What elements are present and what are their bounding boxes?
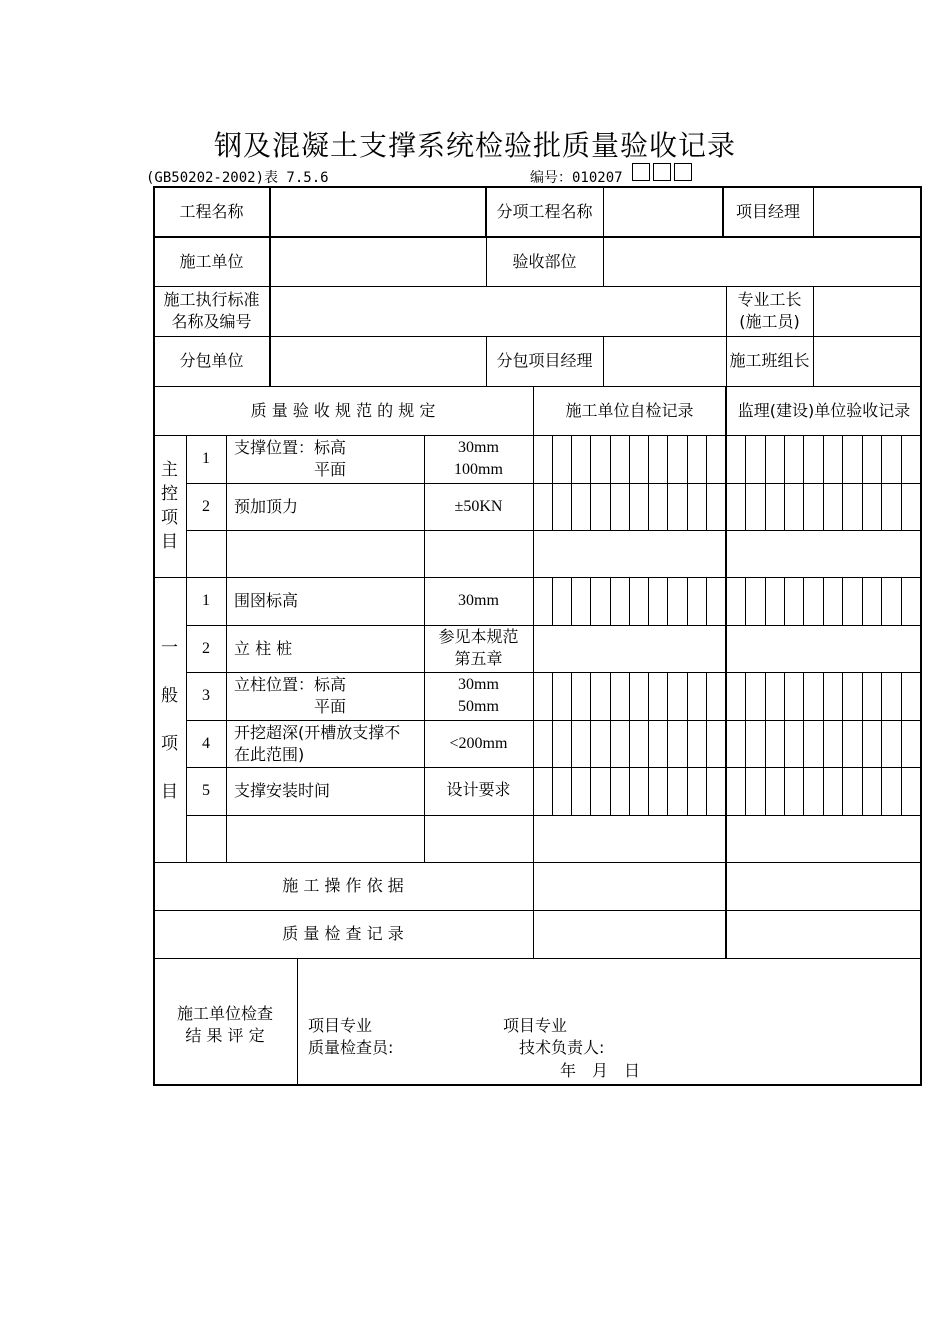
date-label: 年 月 日	[559, 1061, 640, 1080]
supervision-record[interactable]	[727, 436, 921, 482]
quality-record-label: 质 量 检 查 记 录	[282, 924, 404, 943]
item-name: 开挖超深(开槽放支撑不 在此范围)	[234, 722, 401, 764]
self-check-record[interactable]	[534, 768, 725, 814]
item-number: 5	[202, 782, 210, 799]
sub-project-manager-label: 分包项目经理	[496, 351, 593, 370]
team-leader-label: 施工班组长	[729, 351, 810, 370]
acceptance-part-label: 验收部位	[512, 251, 577, 271]
item-tolerance: 设计要求	[446, 782, 511, 799]
standard-name-label: 施工执行标准 名称及编号	[163, 290, 260, 331]
construction-basis-label: 施 工 操 作 依 据	[282, 876, 404, 895]
main-items-label: 主 控 项 目	[161, 460, 178, 552]
item-name: 围囹标高	[234, 591, 299, 610]
item-tolerance: 30mm 50mm	[458, 676, 499, 715]
subcontractor-field[interactable]	[271, 337, 485, 385]
supervision-record[interactable]	[727, 578, 921, 624]
supervision-record[interactable]	[727, 484, 921, 529]
self-check-record[interactable]	[534, 578, 725, 624]
foreman-field[interactable]	[814, 287, 921, 335]
project-name-label: 工程名称	[179, 201, 244, 221]
serial-box[interactable]	[653, 163, 671, 181]
item-number: 1	[202, 450, 210, 467]
construction-basis-supervision[interactable]	[727, 863, 921, 909]
technical-lead-label: 项目专业 技术负责人:	[503, 1016, 605, 1057]
item-number: 1	[202, 592, 210, 609]
item-tolerance: 参见本规范 第五章	[438, 628, 519, 668]
acceptance-part-field[interactable]	[604, 238, 921, 285]
sub-project-manager-field[interactable]	[604, 337, 725, 385]
page-title: 钢及混凝土支撑系统检验批质量验收记录	[213, 129, 736, 162]
self-check-record[interactable]	[534, 721, 725, 766]
supervision-header: 监理(建设)单位验收记录	[737, 400, 911, 420]
item-number: 2	[202, 497, 210, 515]
evaluation-label: 施工单位检查 结 果 评 定	[176, 1004, 273, 1045]
item-name: 支撑位置：标高 平面	[234, 438, 347, 479]
item-tolerance: ±50KN	[454, 497, 503, 515]
supervision-record[interactable]	[727, 626, 921, 671]
project-name-field[interactable]	[271, 187, 485, 236]
construction-unit-label: 施工单位	[179, 251, 244, 271]
self-check-record[interactable]	[534, 484, 725, 529]
self-check-record[interactable]	[534, 673, 725, 719]
construction-unit-field[interactable]	[271, 238, 485, 285]
standard-name-field[interactable]	[271, 287, 725, 335]
serial-box[interactable]	[674, 163, 692, 181]
item-tolerance: 30mm	[458, 592, 499, 609]
self-check-record[interactable]	[534, 626, 725, 671]
supervision-record[interactable]	[727, 673, 921, 719]
supervision-record[interactable]	[727, 768, 921, 814]
supervision-record[interactable]	[727, 721, 921, 766]
spec-header: 质 量 验 收 规 范 的 规 定	[250, 400, 436, 420]
item-number: 2	[202, 639, 210, 657]
quality-record-self[interactable]	[534, 911, 725, 957]
project-manager-label: 项目经理	[735, 201, 800, 221]
item-name: 立 柱 桩	[234, 638, 293, 658]
item-number: 4	[202, 734, 210, 752]
serial-box[interactable]	[632, 163, 650, 181]
quality-inspector-label: 项目专业 质量检查员:	[308, 1016, 394, 1057]
item-tolerance: <200mm	[449, 734, 508, 752]
serial-number-label: 编号：010207	[530, 170, 623, 186]
team-leader-field[interactable]	[814, 337, 921, 385]
item-name: 支撑安装时间	[234, 781, 331, 800]
standard-reference: (GB50202-2002)表 7.5.6	[146, 170, 329, 186]
item-tolerance: 30mm 100mm	[454, 439, 503, 478]
subcontractor-label: 分包单位	[179, 351, 244, 370]
general-items-label: 一 般 项 目	[161, 637, 178, 802]
project-manager-field[interactable]	[814, 187, 921, 236]
sub-project-name-label: 分项工程名称	[496, 201, 593, 221]
construction-basis-self[interactable]	[534, 863, 725, 909]
self-check-record[interactable]	[534, 436, 725, 482]
item-number: 3	[202, 687, 210, 704]
item-name: 立柱位置：标高 平面	[234, 675, 347, 716]
item-name: 预加顶力	[234, 496, 299, 516]
quality-record-supervision[interactable]	[727, 911, 921, 957]
self-check-header: 施工单位自检记录	[565, 400, 694, 420]
foreman-label: 专业工长 (施工员)	[737, 290, 802, 331]
serial-number-boxes[interactable]	[632, 163, 692, 181]
sub-project-name-field[interactable]	[604, 187, 722, 236]
